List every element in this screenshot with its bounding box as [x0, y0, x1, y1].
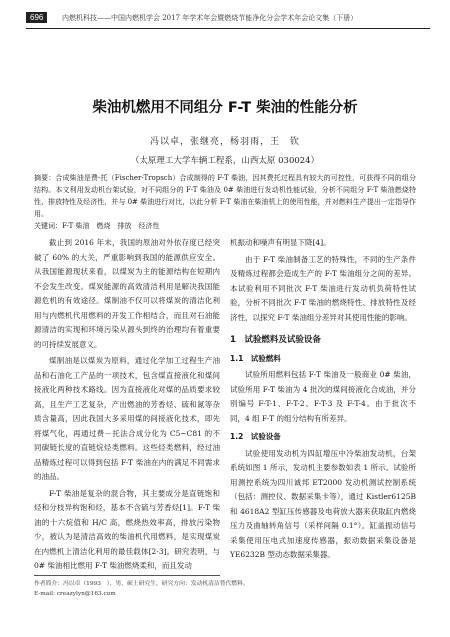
body-paragraph: 机振动和噪声有明显下降[4]。: [230, 238, 331, 247]
section-heading: 1 试验燃料及试验设备: [230, 335, 321, 345]
left-column: [34, 236, 220, 576]
author-bio: 作者简介：冯以卓（1993 ），男，硕士研究生，研究方向：发动机清洁替代燃料。: [34, 581, 249, 587]
abstract-text: 摘要：合成柴油是费-托（Fischer-Tropsch）合成制得的 F-T 柴油，因其费托过程具有较大的可控性，可获得不同的组分结构。本文利用发动机台架试验，对不同组分的 F-T 柴油及 0# 柴油进行发动机性能试验，分析不同组分 F-T 柴油燃烧特性、排放特性及经济性，并与 0# 柴油进行对比，以此分析 F-T 柴油在柴油机上的使用性能，并对燃料生产提出一定指导作用。: [34, 174, 416, 218]
paper-authors: 冯以卓，张继亮，杨羽雨，王 钦: [149, 137, 300, 147]
author-email: E-mail: creazylyn@163.com: [34, 591, 116, 597]
keywords: 关键词：F-T 柴油 燃烧 排放 经济性: [34, 222, 160, 230]
abstract-block: [34, 172, 416, 232]
body-paragraph: 由于 F-T 柴油制备工艺的特殊性，不同的生产条件及精炼过程都会造成生产的 F-T 柴油组分之间的差异。本试验利用不同批次 F-T 柴油进行发动机负荷特性试验，分析不同批次 F-T 柴油的燃烧特性、排放特性及经济性，以探究 F-T 柴油组分差异对其使用性能的影响。: [230, 254, 416, 322]
body-paragraph: 煤制油是以煤炭为原料，通过化学加工过程生产油品和石油化工产品的一项技术，包含煤直接液化和煤间接液化两种技术路线。因为直接液化对煤的品质要求较高，且生产工艺复杂，产出燃油的芳香烃、硫和氮等杂质含量高，因此我国大多采用煤的间接液化技术，即先将煤气化，再通过费－托法合成分化为 C5~C81 的不同碳链长度的直链烷烃类燃料。这些烃类燃料，经过油品精炼过程可以得到包括 F-T 柴油在内的满足不同需求的油品。: [34, 356, 220, 481]
page-number: 696: [26, 12, 47, 23]
body-paragraph: 截止到 2016 年末，我国的原油对外依存度已经突破了 60% 的大关，严重影响到我国的能源供应安全。从我国能源现状来看，以煤炭为主的能源结构在短期内不会发生改变。煤炭能源的高效清洁利用是解决我国能源危机的有效途径。煤制油不仅可以将煤炭的清洁化利用与内燃机代用燃料的开发工作相结合，而且对石油能源清洁的实现和环境污染从源头到终的治理均有着重要的可持续发展意义。: [34, 238, 220, 349]
running-title: 内燃机科技——中国内燃机学会 2017 年学术年会暨燃烧节能净化分会学术年会论文集（下册）: [62, 14, 358, 22]
right-column: [230, 236, 416, 565]
body-paragraph: 试验所用燃料包括 F-T 柴油及一般商业 0# 柴油，试验所用 F-T 柴油为 4 批次的煤间接液化合成油，并分别编号 F-T-1、F-T-2、F-T-3 及 F-T-4。由于批次不同，4 组 F-T 的组分结构有所差异。: [230, 370, 416, 423]
body-paragraph: F-T 柴油是复杂的混合物，其主要成分是直链饱和烃和分枝异构饱和烃，基本不含硫与芳香烃[1]。F-T 柴油的十六烷值和 H/C 高，燃烧热效率高，排放污染物少，被认为是清洁高效的柴油机代用燃料，是实现煤炭在内燃机上清洁化利用的最佳载体[2-3]。研究表明，与 0# 柴油相比燃用 F-T 柴油燃烧柔和，而且发动: [34, 488, 220, 570]
paper-affiliation: （太原理工大学车辆工程系，山西太原 030024）: [130, 156, 320, 166]
running-header: [26, 12, 430, 29]
subsection-heading: 1.2 试验设备: [230, 432, 281, 441]
subsection-heading: 1.1 试验燃料: [230, 353, 281, 363]
paper-title: 柴油机燃用不同组分 F-T 柴油的性能分析: [92, 100, 358, 116]
footnote: [34, 575, 249, 599]
body-paragraph: 试验使用发动机为四缸增压中冷柴油发动机，台架系统如图 1 所示，发动机主要参数如表 1 所示。试验所用测控系统为四川诚邦 ET2000 发动机测试控制系统（包括：测控仪、数据采集卡等），通过 Kistler6125B 和 4618A2 型缸压传感器及电荷放大器来获取缸内燃烧压力及曲轴转角信号（采样间隔 0.1°）。缸盖振动信号采集使用压电式加速度传感器，振动数据采集设备是 YE6232B 型动态数据采集器。: [230, 448, 416, 559]
